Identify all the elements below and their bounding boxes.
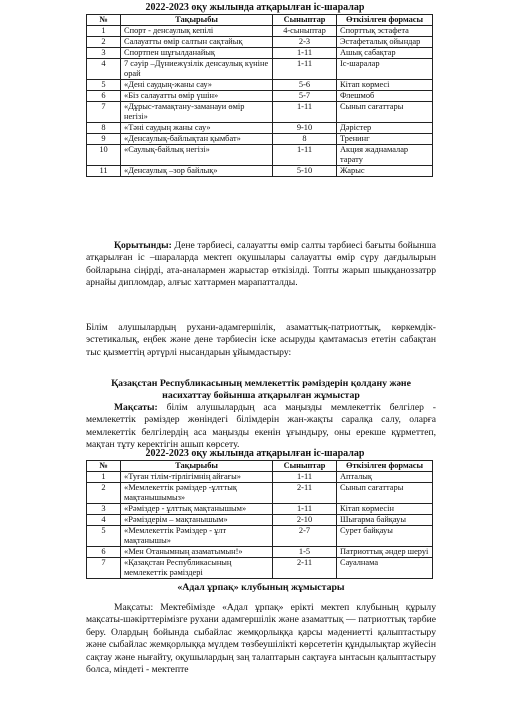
table-cell: 1 <box>87 472 121 483</box>
table-cell: 4-сыныптар <box>273 26 337 37</box>
table-cell: 1-11 <box>273 59 337 80</box>
column-header: Сыныптар <box>273 461 337 472</box>
table-cell: 2-3 <box>273 37 337 48</box>
table-cell: 9-10 <box>273 123 337 134</box>
table-cell: Спорттық эстафета <box>337 26 433 37</box>
table-cell: «Денсаулық-байлықтан қымбат» <box>121 134 273 145</box>
table-cell: «Дені саудың-жаны сау» <box>121 80 273 91</box>
table-cell: «Мемлекеттік Рәміздер - ұлт мақтанышы» <box>121 526 273 547</box>
table-cell: 3 <box>87 504 121 515</box>
table-cell: 1 <box>87 26 121 37</box>
table-cell: 5-6 <box>273 80 337 91</box>
symbols-heading <box>86 378 436 402</box>
activities-paragraph: Білім алушылардың рухани-адамгершілік, азаматтық-патриоттық, көркемдік-эстетикалық, еңбек және дене тәрбиесін іске асыруды қамтамасыз ететін сабақтан тыс қызметтің әртүрлі нысандарын ұйымдастыру: <box>86 322 436 358</box>
column-header: Тақырыбы <box>121 461 273 472</box>
table-row <box>87 91 433 102</box>
table-cell: Сурет байқауы <box>337 526 433 547</box>
table-cell: Шығарма байқауы <box>337 515 433 526</box>
table-cell: «Мен Отанымның азаматымын!» <box>121 547 273 558</box>
column-header: Тақырыбы <box>121 15 273 26</box>
table-cell: 5-7 <box>273 91 337 102</box>
table-cell: Жарыс <box>337 166 433 177</box>
table-cell: 1-11 <box>273 102 337 123</box>
column-header: № <box>87 15 121 26</box>
club-paragraph: Мақсаты: Мектебімізде «Адал ұрпақ» ерікті мектеп клубының құрылу мақсаты-шәкірттерімізге рухани адамгершілік және азаматтық — патриоттық тәрбие беру. Олардың бойында сыбайлас жемқорлыққа қарсы мәдениетті қалыптастыру және сыбайлас жемқорлыққа мүлдем төзбеушілікті көрсететін құндылықтар жүйесін сақтау және нығайту, оқушылардың заң талаптарын сақтауға ынтасын қалыптастыру болса, міндеті - мектепте <box>86 602 436 676</box>
table-cell: «Саулық-байлық негізі» <box>121 145 273 166</box>
table-cell: «Туған тілім-тірлігімнің айғағы» <box>121 472 273 483</box>
table-cell: «Біз салауатты өмір үшін» <box>121 91 273 102</box>
table-row <box>87 526 433 547</box>
conclusion-paragraph <box>86 240 436 290</box>
table-cell: 2-7 <box>273 526 337 547</box>
table-cell: 1-5 <box>273 547 337 558</box>
table-cell: «Рәміздер - ұлттық мақтанышым» <box>121 504 273 515</box>
table-cell: «Рәміздерім – мақтанышым» <box>121 515 273 526</box>
table-cell: 1-11 <box>273 145 337 166</box>
table-cell: 4 <box>87 515 121 526</box>
table-row <box>87 504 433 515</box>
table-cell: 9 <box>87 134 121 145</box>
table-row <box>87 80 433 91</box>
table-cell: Ашық сабақтар <box>337 48 433 59</box>
table-row <box>87 123 433 134</box>
symbols-aim-label: Мақсаты: <box>114 402 158 413</box>
table-row <box>87 102 433 123</box>
table-cell: 6 <box>87 547 121 558</box>
table-cell: 3 <box>87 48 121 59</box>
table-cell: 2 <box>87 483 121 504</box>
table-cell: Патриоттық әндер шеруі <box>337 547 433 558</box>
table-cell: Кітап көрмесін <box>337 504 433 515</box>
table-row <box>87 515 433 526</box>
table-cell: Сынып сағаттары <box>337 102 433 123</box>
table-row <box>87 59 433 80</box>
symbols-heading-line1: Қазақстан Республикасының мемлекеттік рәміздерін қолдану және <box>111 378 411 389</box>
table-cell: «Қазақстан Республикасының мемлекеттік рәміздері <box>121 558 273 579</box>
table-cell: Апталық <box>337 472 433 483</box>
table-cell: 5 <box>87 526 121 547</box>
conclusion-text: Дене тәрбиесі, салауатты өмір салты тәрбиесі бағыты бойынша атқарылған іс –шараларда мектеп оқушылары салауатты өмір сүру дағдылырын бойларына сіңірді, ата-аналармен жарыстар өткізілді. Топты жарып шыққаноззатрр арнайы дипломдар, алғыс хаттармен марапатталды. <box>86 240 436 289</box>
column-header: Сыныптар <box>273 15 337 26</box>
table-cell: Спорт - денсаулық кепілі <box>121 26 273 37</box>
table-row <box>87 48 433 59</box>
table-cell: 5-10 <box>273 166 337 177</box>
table-cell: 1-11 <box>273 48 337 59</box>
table-cell: Сауалнама <box>337 558 433 579</box>
table-row <box>87 558 433 579</box>
table-cell: 2-11 <box>273 558 337 579</box>
table-header-row <box>87 15 433 26</box>
table1-caption: 2022-2023 оқу жылында атқарылған іс-шаралар <box>145 2 365 13</box>
table-row <box>87 472 433 483</box>
table-cell: Сынып сағаттары <box>337 483 433 504</box>
table-cell: 1-11 <box>273 504 337 515</box>
table-cell: «Денсаулық –зор байлық» <box>121 166 273 177</box>
table-row <box>87 145 433 166</box>
symbols-aim-text: білім алушылардың аса маңызды мемлекеттік белгілер - мемлекеттік рәміздер жөніндегі білімдерін жан-жақты саралқа салу, оларға мемлекеттік белгілердің аса маңызды екенін ұғындыру, оны ерекше құрметтеп, мақтан тұту керектігін ашып көрсету. <box>86 402 436 451</box>
table-cell: 11 <box>87 166 121 177</box>
table-cell: Салауатты өмір салтын сақтайық <box>121 37 273 48</box>
conclusion-label: Қорытынды: <box>114 240 172 251</box>
table-cell: 6 <box>87 91 121 102</box>
table-row <box>87 483 433 504</box>
column-header: Өткізілген формасы <box>337 15 433 26</box>
table-cell: 5 <box>87 80 121 91</box>
column-header: Өткізілген формасы <box>337 461 433 472</box>
table-cell: Акция жаднамалар тарату <box>337 145 433 166</box>
table-cell: «Тәні саудың жаны сау» <box>121 123 273 134</box>
table-cell: Кітап көрмесі <box>337 80 433 91</box>
table-cell: Спортпен шұғылданайық <box>121 48 273 59</box>
table-cell: 2-10 <box>273 515 337 526</box>
table-header-row <box>87 461 433 472</box>
symbols-aim-paragraph <box>86 402 436 452</box>
table-cell: 2 <box>87 37 121 48</box>
table-cell: 4 <box>87 59 121 80</box>
table-row <box>87 134 433 145</box>
table-cell: 2-11 <box>273 483 337 504</box>
symbols-heading-line2: насихаттау бойынша атқарылған жұмыстар <box>162 390 360 401</box>
table-cell: Тренинг <box>337 134 433 145</box>
events-table-2 <box>86 460 433 579</box>
column-header: № <box>87 461 121 472</box>
table-cell: Іс-шаралар <box>337 59 433 80</box>
table2-caption: 2022-2023 оқу жылында атқарылған іс-шаралар <box>145 448 365 459</box>
table-cell: Дәрістер <box>337 123 433 134</box>
table-cell: 8 <box>87 123 121 134</box>
table-cell: 1-11 <box>273 472 337 483</box>
table-cell: «Мемлекеттік рәміздер -ұлттық мақтанышымыз» <box>121 483 273 504</box>
table-cell: Флешмоб <box>337 91 433 102</box>
table-cell: 7 <box>87 102 121 123</box>
table-cell: 7 сәуір –Дүниежүзілік денсаулық күніне орай <box>121 59 273 80</box>
table-row <box>87 166 433 177</box>
events-table-1 <box>86 14 433 177</box>
table-row <box>87 37 433 48</box>
table-cell: Эстафеталық ойындар <box>337 37 433 48</box>
table-row <box>87 26 433 37</box>
table-cell: 7 <box>87 558 121 579</box>
table-cell: «Дұрыс-тамақтану-заманауи өмір негізі» <box>121 102 273 123</box>
table-row <box>87 547 433 558</box>
table-cell: 10 <box>87 145 121 166</box>
club-heading: «Адал ұрпақ» клубының жұмыстары <box>177 582 345 593</box>
table-cell: 8 <box>273 134 337 145</box>
